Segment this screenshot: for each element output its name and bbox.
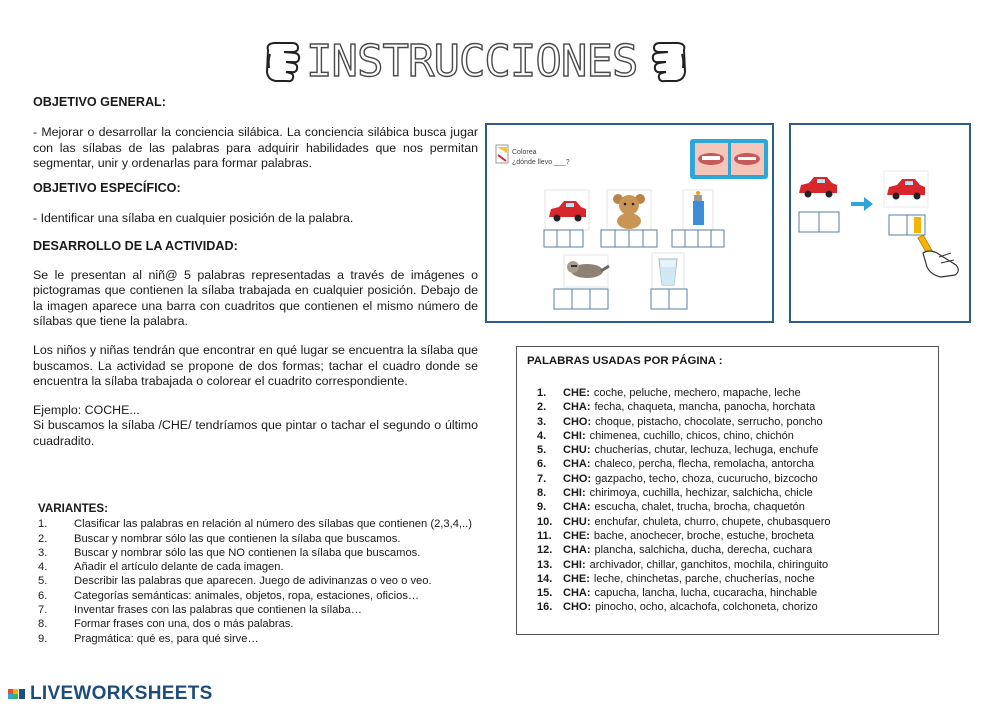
- list-item: 9. Pragmática: qué es, para qué sirve…: [38, 632, 259, 645]
- list-item: 5. Describir las palabras que aparecen. Juego de adivinanzas o veo o veo.: [38, 575, 432, 588]
- objetivo-especifico-text: - Identificar una sílaba en cualquier posición de la palabra.: [33, 211, 354, 226]
- list-item: 14. CHE: leche, chinchetas, parche, chucherías, noche: [537, 572, 815, 585]
- raccoon-picture: [564, 255, 609, 287]
- car-picture: [545, 190, 589, 230]
- list-item: 8. Formar frases con una, dos o más palabras.: [38, 618, 294, 631]
- list-item: 12. CHA: plancha, salchicha, ducha, derecha, cuchara: [537, 544, 813, 557]
- car-picture: [884, 171, 928, 207]
- list-item: 5. CHU: chucherías, chutar, lechuza, lechuga, enchufe: [537, 444, 819, 457]
- list-item: 2. CHA: fecha, chaqueta, mancha, panocha, horchata: [537, 401, 816, 414]
- variantes-section: [38, 502, 508, 646]
- objetivo-general-heading: OBJETIVO GENERAL:: [33, 95, 166, 109]
- car-picture: [799, 177, 837, 198]
- syllable-boxes: [554, 289, 608, 309]
- desarrollo-paragraph-2: Los niños y niñas tendrán que encontrar en qué lugar se encuentra la sílaba que buscamos. La actividad se propone de dos formas; tachar el cuadro donde se encuentra la sílaba trabajada o colorear el cuadrito correspondiente.: [33, 343, 478, 388]
- liveworksheets-logo-icon: [8, 686, 26, 702]
- card-label-1: Colorea: [512, 149, 537, 156]
- coloring-example-drawing: [791, 125, 969, 321]
- list-item: 8. CHI: chirimoya, cuchilla, hechizar, salchicha, chicle: [537, 487, 813, 500]
- list-item: 2. Buscar y nombrar sólo las que contienen la sílaba que buscamos.: [38, 532, 401, 545]
- list-item: 16. CHO: pinocho, ocho, alcachofa, colchoneta, chorizo: [537, 601, 818, 614]
- pointing-hand-icon: [650, 40, 690, 84]
- desarrollo-paragraph-3: Si buscamos la sílaba /CHE/ tendríamos que pintar o tachar el segundo o último cuadradito.: [33, 418, 478, 448]
- list-item: 1. CHE: coche, peluche, mechero, mapache, leche: [537, 387, 801, 399]
- syllable-boxes: [799, 212, 839, 232]
- mouth-picture: [690, 139, 768, 179]
- teddy-bear-picture: [607, 190, 651, 230]
- list-item: 10. CHU: enchufar, chuleta, churro, chupete, chubasquero: [537, 515, 831, 528]
- instructions-text: [33, 95, 478, 449]
- syllable-boxes: [651, 289, 687, 309]
- hand-crayon-icon: [918, 235, 958, 277]
- ejemplo-line: Ejemplo: COCHE...: [33, 403, 140, 418]
- coloring-example-panel: [789, 123, 971, 323]
- desarrollo-heading: DESARROLLO DE LA ACTIVIDAD:: [33, 238, 238, 253]
- syllable-boxes: [672, 230, 724, 247]
- worksheet-example-drawing: [487, 125, 772, 321]
- glass-picture: [652, 253, 684, 289]
- list-item: 3. Buscar y nombrar sólo las que NO contienen la sílaba que buscamos.: [38, 546, 421, 559]
- syllable-boxes: [889, 215, 925, 235]
- objetivo-general-text: - Mejorar o desarrollar la conciencia silábica. La conciencia silábica busca jugar con las sílabas de las palabras para adquirir habilidades que nos permitan segmentar, unir y ordenarlas para formar palabras.: [33, 125, 478, 170]
- palabras-list: [527, 386, 928, 615]
- page-title: INSTRUCCIONES: [306, 36, 638, 87]
- pointing-hand-icon: [262, 40, 302, 84]
- list-item: 9. CHA: escucha, chalet, trucha, brocha, chaquetón: [537, 501, 805, 514]
- palabras-box: [516, 346, 939, 635]
- list-item: 13. CHI: archivador, chillar, ganchitos, mochila, chiringuito: [537, 558, 829, 571]
- lighter-picture: [683, 190, 713, 230]
- objetivo-especifico-heading: OBJETIVO ESPECÍFICO:: [33, 181, 181, 196]
- list-item: 11. CHE: bache, anochecer, broche, estuche, brocheta: [537, 529, 815, 542]
- list-item: 4. Añadir el artículo delante de cada imagen.: [38, 561, 284, 574]
- liveworksheets-logo[interactable]: [8, 684, 213, 704]
- worksheet-example-panel: [485, 123, 774, 323]
- palabras-heading: PALABRAS USADAS POR PÁGINA :: [527, 355, 723, 367]
- list-item: 3. CHO: choque, pistacho, chocolate, serrucho, poncho: [537, 415, 823, 428]
- desarrollo-paragraph-1: Se le presentan al niñ@ 5 palabras representadas a través de imágenes o pictogramas que contienen la sílaba trabajada en cualquier posición. Debajo de la imagen aparece una barra con cuadritos que contienen el mismo número de sílabas que tiene la palabra.: [33, 268, 478, 328]
- brand-name: LIVEWORKSHEETS: [30, 683, 213, 704]
- title-banner: [262, 34, 692, 90]
- list-item: 6. CHA: chaleco, percha, flecha, remolacha, antorcha: [537, 458, 815, 471]
- coloring-icon: [496, 145, 508, 163]
- card-label-2: ¿dónde llevo ___?: [512, 159, 570, 166]
- list-item: 15. CHA: capucha, lancha, lucha, cucaracha, hinchable: [537, 587, 818, 600]
- syllable-boxes: [544, 230, 583, 247]
- list-item: 4. CHI: chimenea, cuchillo, chicos, chino, chichón: [537, 429, 794, 442]
- syllable-boxes: [601, 230, 657, 247]
- list-item: 1. Clasificar las palabras en relación al número des sílabas que contienen (2,3,4,..): [38, 518, 472, 531]
- variantes-heading: VARIANTES:: [38, 502, 108, 515]
- list-item: 6. Categorías semánticas: animales, objetos, ropa, estaciones, oficios…: [38, 589, 420, 602]
- list-item: 7. Inventar frases con las palabras que contienen la sílaba…: [38, 604, 362, 617]
- variantes-list: [38, 517, 508, 646]
- list-item: 7. CHO: gazpacho, techo, choza, cucurucho, bizcocho: [537, 472, 818, 485]
- arrow-right-icon: [851, 197, 873, 211]
